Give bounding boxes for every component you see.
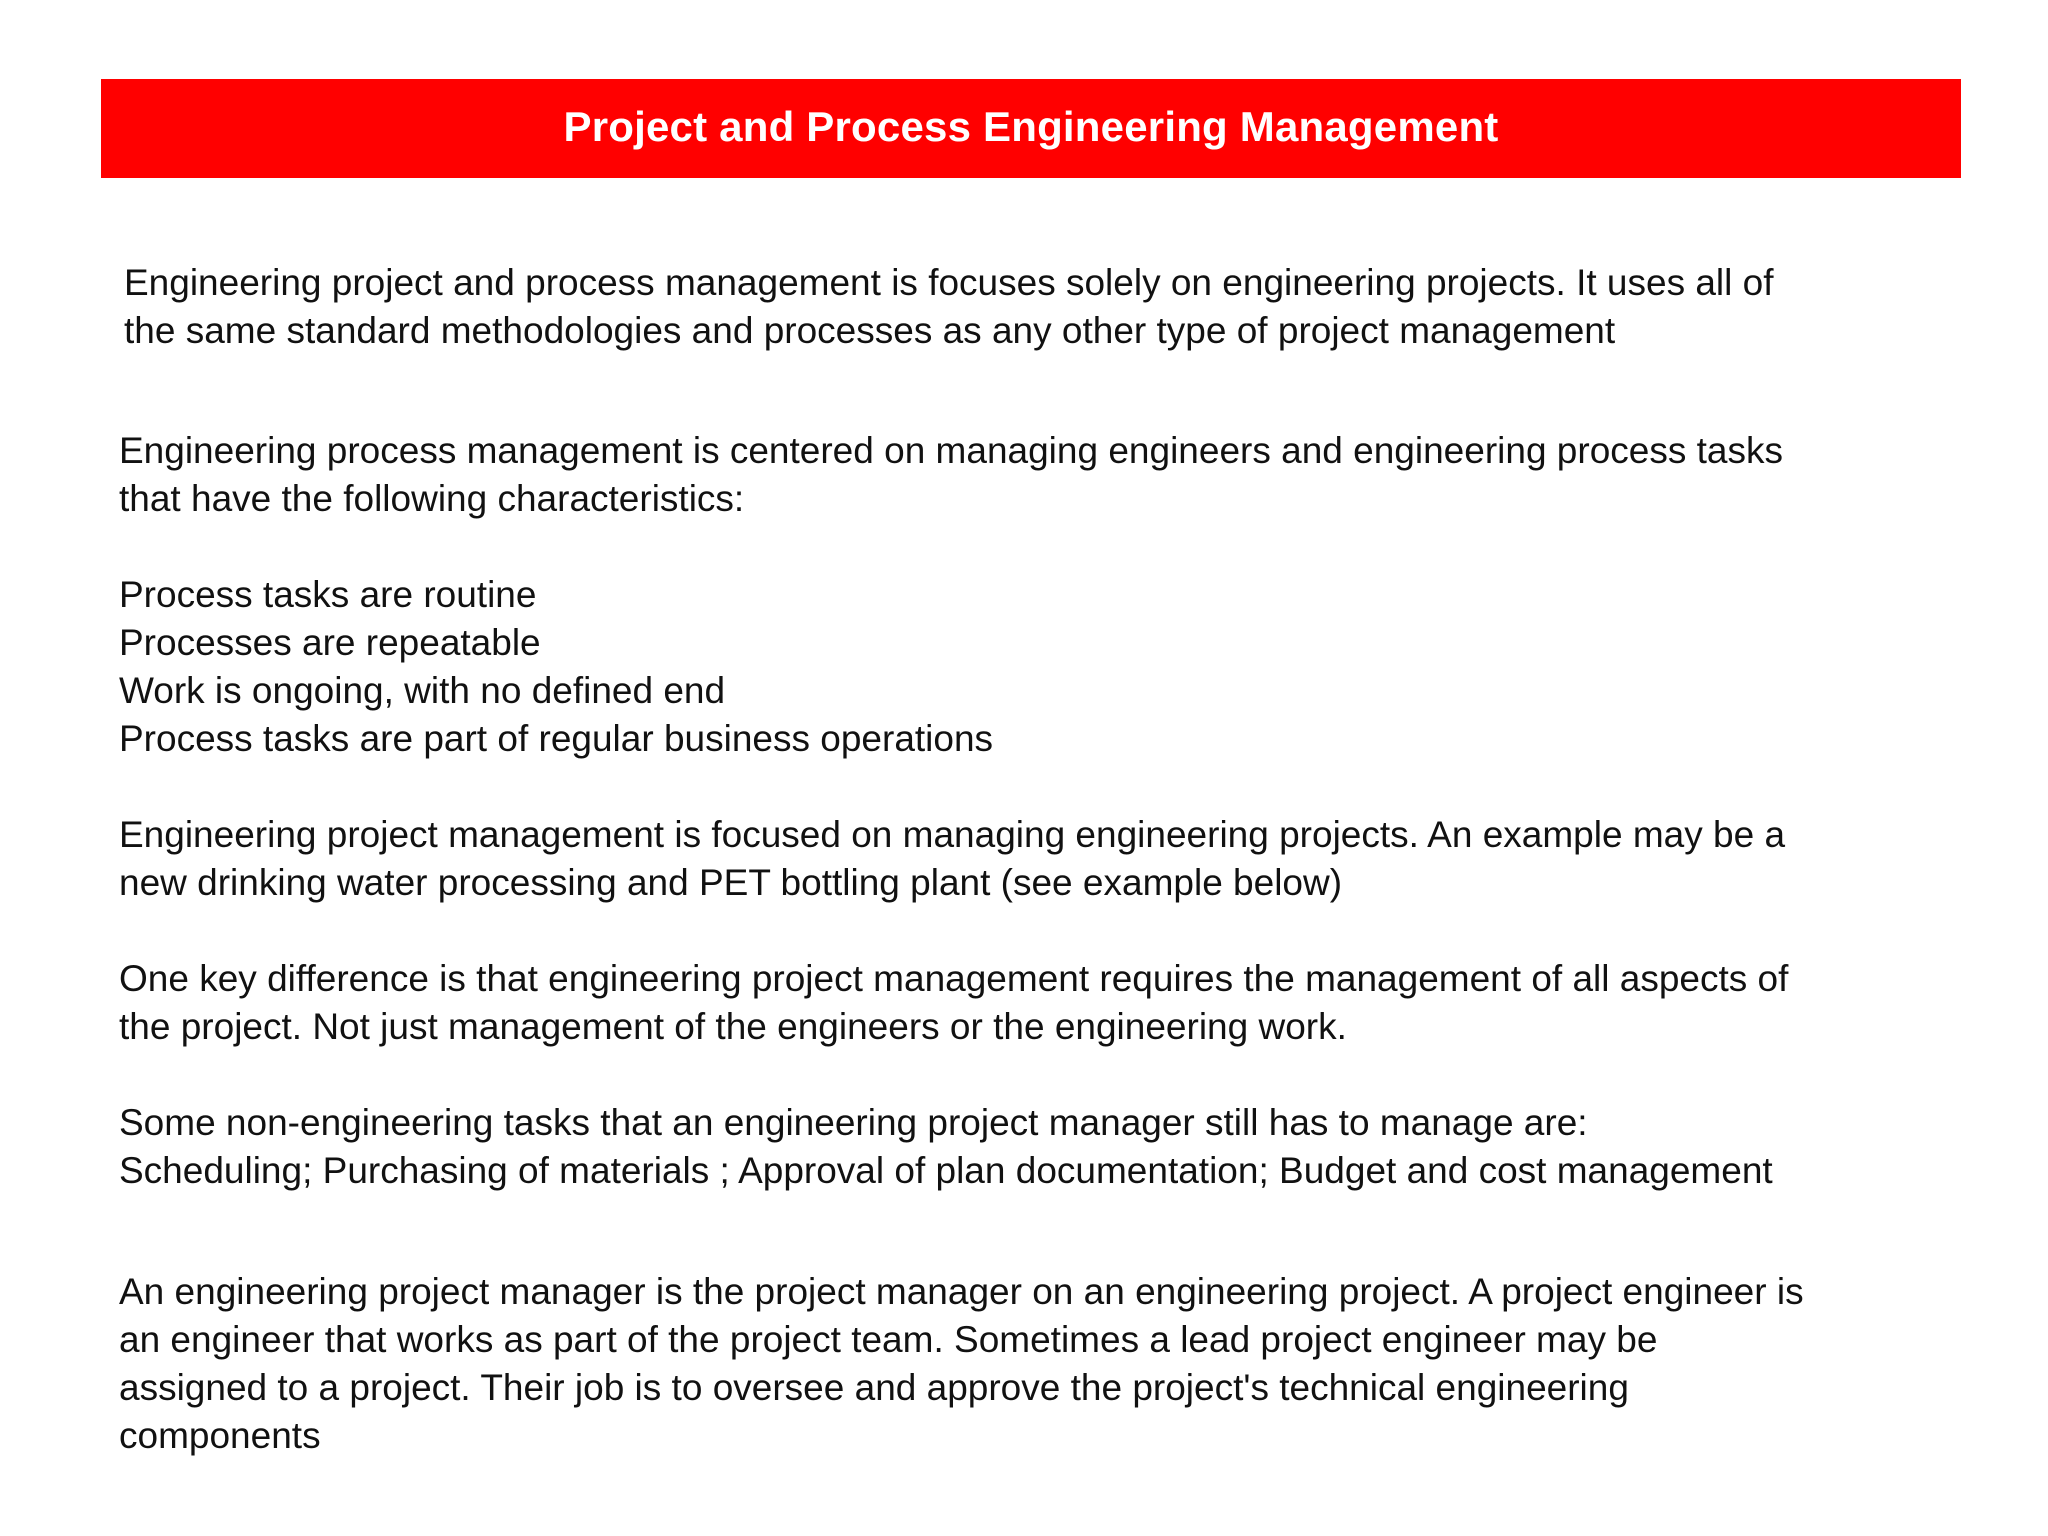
process-line: that have the following characteristics: <box>119 478 745 519</box>
key-difference-paragraph <box>119 955 1788 1051</box>
intro-paragraph <box>124 259 1774 355</box>
characteristic-item: Work is ongoing, with no defined end <box>119 670 726 711</box>
characteristic-item: Process tasks are part of regular business operations <box>119 718 994 759</box>
title-banner <box>101 79 1961 178</box>
process-line: Engineering process management is centered on managing engineers and engineering process tasks <box>119 430 1783 471</box>
characteristic-item: Processes are repeatable <box>119 622 541 663</box>
manager-line: an engineer that works as part of the project team. Sometimes a lead project engineer may be <box>119 1319 1658 1360</box>
characteristic-item: Process tasks are routine <box>119 574 537 615</box>
project-management-paragraph <box>119 811 1785 907</box>
manager-line: components <box>119 1415 321 1456</box>
manager-line: assigned to a project. Their job is to oversee and approve the project's technical engineering <box>119 1367 1629 1408</box>
non-engineering-line: Some non-engineering tasks that an engineering project manager still has to manage are: <box>119 1102 1588 1143</box>
project-line: Engineering project management is focused on managing engineering projects. An example may be a <box>119 814 1786 855</box>
intro-line: Engineering project and process management is focuses solely on engineering projects. It uses all of <box>124 262 1774 303</box>
process-management-paragraph <box>119 427 1783 523</box>
manager-line: An engineering project manager is the project manager on an engineering project. A project engineer is <box>119 1271 1804 1312</box>
difference-line: the project. Not just management of the engineers or the engineering work. <box>119 1006 1347 1047</box>
project-manager-paragraph <box>119 1268 1804 1460</box>
page-title: Project and Process Engineering Management <box>563 102 1499 150</box>
project-line: new drinking water processing and PET bottling plant (see example below) <box>119 862 1343 903</box>
intro-line: the same standard methodologies and processes as any other type of project management <box>124 310 1616 351</box>
difference-line: One key difference is that engineering project management requires the management of all aspects of <box>119 958 1789 999</box>
non-engineering-tasks-paragraph <box>119 1099 1773 1195</box>
characteristics-list <box>119 571 993 763</box>
non-engineering-line: Scheduling; Purchasing of materials ; Approval of plan documentation; Budget and cost management <box>119 1150 1773 1191</box>
